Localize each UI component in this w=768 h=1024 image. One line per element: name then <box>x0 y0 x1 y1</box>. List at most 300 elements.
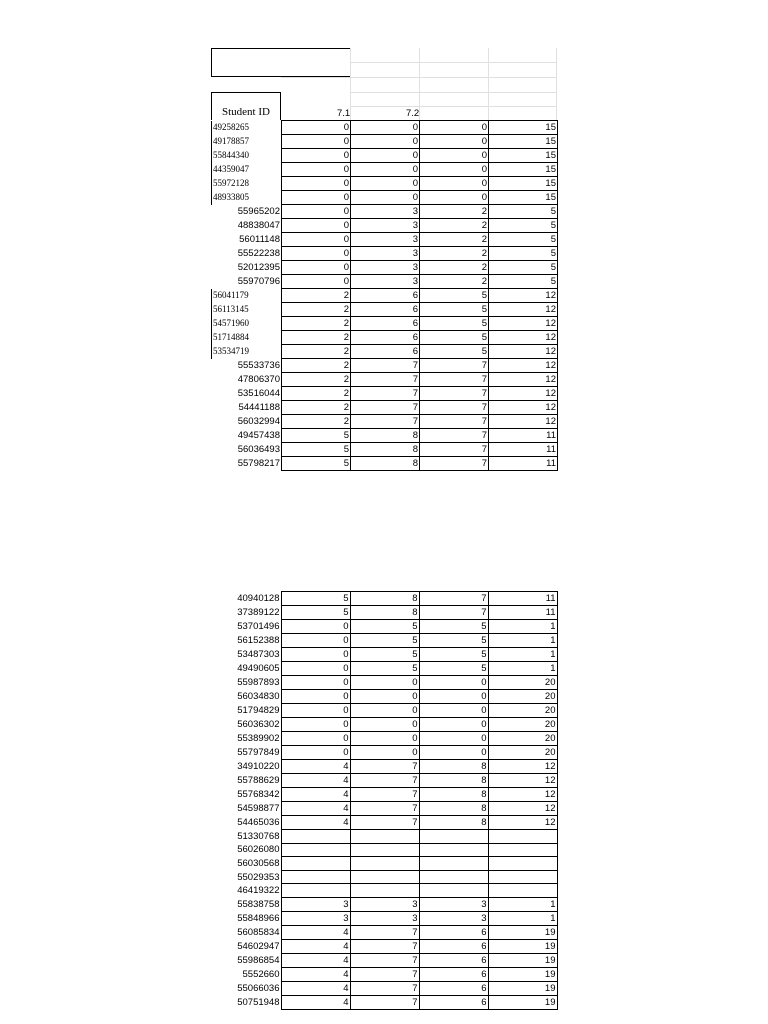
student-id-cell: 37389122 <box>211 606 281 620</box>
table-row <box>212 121 558 135</box>
score-cell <box>350 870 419 884</box>
gridline <box>350 62 557 63</box>
table-row <box>212 331 558 345</box>
score-cell: 1 <box>488 662 557 676</box>
table-row <box>211 592 557 606</box>
score-cell: 0 <box>420 121 489 135</box>
score-cell: 0 <box>419 704 488 718</box>
score-cell: 12 <box>488 760 557 774</box>
score-cell <box>350 843 419 857</box>
table-row <box>212 317 558 331</box>
score-cell: 8 <box>419 816 488 830</box>
score-cell: 7 <box>351 387 420 401</box>
score-cell <box>350 830 419 844</box>
table-row <box>211 620 557 634</box>
table-row <box>212 247 558 261</box>
score-cell: 3 <box>281 897 350 911</box>
student-id-cell: 55788629 <box>211 774 281 788</box>
score-cell: 6 <box>419 939 488 953</box>
student-id-header: Student ID <box>222 106 270 118</box>
score-cell: 5 <box>489 247 558 261</box>
table-row <box>212 289 558 303</box>
score-cell: 11 <box>488 606 557 620</box>
score-cell: 7 <box>350 939 419 953</box>
table-row <box>212 219 558 233</box>
table-row <box>212 359 558 373</box>
score-cell <box>488 843 557 857</box>
table-row <box>211 939 557 953</box>
score-cell: 8 <box>350 592 419 606</box>
table-row <box>212 149 558 163</box>
score-cell: 7 <box>351 373 420 387</box>
table-row <box>212 135 558 149</box>
score-cell: 20 <box>488 704 557 718</box>
table-row <box>212 373 558 387</box>
score-cell <box>488 884 557 898</box>
score-cell: 0 <box>281 620 350 634</box>
score-cell: 0 <box>282 149 351 163</box>
score-cell: 0 <box>282 261 351 275</box>
score-cell: 0 <box>282 205 351 219</box>
score-cell: 2 <box>282 317 351 331</box>
table-row <box>211 884 557 898</box>
score-cell: 1 <box>488 648 557 662</box>
student-id-cell: 5552660 <box>211 967 281 981</box>
score-cell <box>281 884 350 898</box>
gridline <box>281 77 350 78</box>
student-id-cell: 47806370 <box>212 373 282 387</box>
student-id-cell: 54571960 <box>212 317 282 331</box>
score-cell: 0 <box>420 135 489 149</box>
score-cell: 5 <box>350 648 419 662</box>
score-cell: 5 <box>489 275 558 289</box>
table-row <box>212 261 558 275</box>
score-cell: 8 <box>351 429 420 443</box>
score-cell: 5 <box>350 662 419 676</box>
score-cell <box>281 830 350 844</box>
score-cell: 4 <box>281 995 350 1009</box>
table-row <box>211 704 557 718</box>
score-cell: 0 <box>281 634 350 648</box>
score-cell: 7 <box>350 788 419 802</box>
table-row <box>211 953 557 967</box>
student-id-cell: 49258265 <box>212 121 282 135</box>
score-cell: 7 <box>420 457 489 471</box>
student-id-cell: 55986854 <box>211 953 281 967</box>
score-cell: 3 <box>350 911 419 925</box>
student-id-cell: 56152388 <box>211 634 281 648</box>
score-cell: 15 <box>489 177 558 191</box>
score-cell: 3 <box>350 897 419 911</box>
score-cell: 4 <box>281 939 350 953</box>
score-cell: 0 <box>281 676 350 690</box>
score-cell: 0 <box>282 275 351 289</box>
score-cell: 5 <box>420 303 489 317</box>
score-cell: 3 <box>419 897 488 911</box>
score-cell: 2 <box>282 345 351 359</box>
score-cell: 0 <box>419 676 488 690</box>
table-row <box>211 802 557 816</box>
student-id-cell: 56085834 <box>211 925 281 939</box>
score-cell: 7 <box>420 429 489 443</box>
table-row <box>212 401 558 415</box>
student-id-cell: 55987893 <box>211 676 281 690</box>
student-id-cell: 51714884 <box>212 331 282 345</box>
table-row <box>212 233 558 247</box>
score-cell: 0 <box>420 191 489 205</box>
score-cell: 4 <box>281 967 350 981</box>
score-cell: 7 <box>420 373 489 387</box>
table-row <box>212 415 558 429</box>
score-cell: 0 <box>281 648 350 662</box>
student-id-cell: 50751948 <box>211 995 281 1009</box>
score-cell: 0 <box>350 718 419 732</box>
score-cell: 1 <box>488 620 557 634</box>
score-cell: 12 <box>488 774 557 788</box>
score-cell: 5 <box>420 317 489 331</box>
score-cell: 2 <box>420 275 489 289</box>
score-cell: 19 <box>488 981 557 995</box>
student-id-cell: 53487303 <box>211 648 281 662</box>
table-row <box>211 732 557 746</box>
student-id-cell: 56113145 <box>212 303 282 317</box>
score-cell: 8 <box>350 606 419 620</box>
score-cell: 7 <box>420 443 489 457</box>
score-cell: 0 <box>282 233 351 247</box>
student-id-cell: 53534719 <box>212 345 282 359</box>
table-row <box>212 345 558 359</box>
score-cell: 5 <box>419 620 488 634</box>
student-id-cell: 34910220 <box>211 760 281 774</box>
score-cell: 0 <box>351 191 420 205</box>
score-cell: 0 <box>282 191 351 205</box>
score-cell: 2 <box>282 387 351 401</box>
score-cell: 6 <box>419 953 488 967</box>
table-row <box>211 843 557 857</box>
student-id-cell: 54602947 <box>211 939 281 953</box>
table-row <box>211 676 557 690</box>
score-cell: 15 <box>489 135 558 149</box>
student-id-cell: 56032994 <box>212 415 282 429</box>
score-cell: 6 <box>419 925 488 939</box>
score-cell: 20 <box>488 676 557 690</box>
score-cell: 0 <box>419 732 488 746</box>
score-cell: 6 <box>351 317 420 331</box>
table-row <box>211 816 557 830</box>
student-id-cell: 40940128 <box>211 592 281 606</box>
score-cell: 12 <box>489 373 558 387</box>
table-row <box>212 163 558 177</box>
score-cell: 0 <box>281 704 350 718</box>
student-id-cell: 49457438 <box>212 429 282 443</box>
score-cell: 5 <box>282 457 351 471</box>
score-cell: 12 <box>489 359 558 373</box>
student-id-cell: 51330768 <box>211 830 281 844</box>
score-cell: 0 <box>282 121 351 135</box>
score-cell: 5 <box>489 219 558 233</box>
score-cell: 20 <box>488 746 557 760</box>
table-row <box>212 275 558 289</box>
score-cell: 0 <box>281 732 350 746</box>
student-id-cell: 51794829 <box>211 704 281 718</box>
score-cell: 0 <box>420 177 489 191</box>
gridline <box>350 106 557 107</box>
score-cell: 3 <box>351 247 420 261</box>
student-id-cell: 54598877 <box>211 802 281 816</box>
table-row <box>211 925 557 939</box>
score-cell: 19 <box>488 925 557 939</box>
score-cell: 2 <box>282 331 351 345</box>
score-cell: 6 <box>419 981 488 995</box>
score-cell: 2 <box>282 303 351 317</box>
score-cell: 5 <box>420 345 489 359</box>
score-cell: 2 <box>282 373 351 387</box>
score-cell: 0 <box>350 732 419 746</box>
score-cell: 5 <box>282 429 351 443</box>
score-cell: 4 <box>281 981 350 995</box>
score-cell: 0 <box>282 177 351 191</box>
score-cell: 0 <box>351 163 420 177</box>
score-cell: 2 <box>420 247 489 261</box>
score-cell: 7 <box>350 995 419 1009</box>
student-id-cell: 55798217 <box>212 457 282 471</box>
score-cell: 12 <box>488 802 557 816</box>
score-cell: 6 <box>419 967 488 981</box>
score-cell <box>419 830 488 844</box>
score-cell: 7 <box>420 359 489 373</box>
score-cell: 12 <box>488 816 557 830</box>
score-cell: 4 <box>281 774 350 788</box>
score-cell: 7 <box>350 953 419 967</box>
score-cell: 6 <box>351 345 420 359</box>
student-id-cell: 55844340 <box>212 149 282 163</box>
student-id-cell: 55965202 <box>212 205 282 219</box>
score-cell: 3 <box>351 233 420 247</box>
student-id-cell: 56036302 <box>211 718 281 732</box>
score-cell: 20 <box>488 732 557 746</box>
table-row <box>211 830 557 844</box>
score-cell: 19 <box>488 953 557 967</box>
score-cell: 3 <box>419 911 488 925</box>
score-cell <box>419 843 488 857</box>
score-cell <box>419 857 488 871</box>
student-id-cell: 55970796 <box>212 275 282 289</box>
score-cell: 7 <box>350 981 419 995</box>
score-cell: 1 <box>488 897 557 911</box>
score-cell: 20 <box>488 690 557 704</box>
score-cell: 0 <box>350 690 419 704</box>
student-id-cell: 53516044 <box>212 387 282 401</box>
table-row <box>211 760 557 774</box>
score-cell: 8 <box>419 760 488 774</box>
score-cell: 8 <box>351 457 420 471</box>
score-cell: 19 <box>488 995 557 1009</box>
score-cell: 0 <box>282 219 351 233</box>
score-cell: 6 <box>351 331 420 345</box>
gridline <box>350 77 557 78</box>
score-cell: 15 <box>489 163 558 177</box>
score-cell: 15 <box>489 191 558 205</box>
gridline <box>488 48 489 120</box>
student-id-cell: 48838047 <box>212 219 282 233</box>
student-id-cell: 54441188 <box>212 401 282 415</box>
score-cell: 8 <box>351 443 420 457</box>
score-table-bottom <box>211 591 558 1010</box>
score-cell <box>281 857 350 871</box>
score-cell <box>350 884 419 898</box>
score-cell <box>488 870 557 884</box>
score-cell: 12 <box>489 303 558 317</box>
score-cell: 0 <box>420 149 489 163</box>
score-cell: 0 <box>351 121 420 135</box>
score-cell: 5 <box>419 634 488 648</box>
col-header-7-1: 7.1 <box>337 108 351 119</box>
score-cell: 6 <box>419 995 488 1009</box>
student-id-cell: 48933805 <box>212 191 282 205</box>
score-cell: 8 <box>419 802 488 816</box>
table-row <box>212 177 558 191</box>
student-id-cell: 55848966 <box>211 911 281 925</box>
table-row <box>211 857 557 871</box>
score-cell: 0 <box>281 718 350 732</box>
table-row <box>211 981 557 995</box>
table-row <box>211 746 557 760</box>
student-id-cell: 55066036 <box>211 981 281 995</box>
table-row <box>211 911 557 925</box>
student-id-cell: 53701496 <box>211 620 281 634</box>
score-cell: 7 <box>419 606 488 620</box>
score-cell: 0 <box>351 177 420 191</box>
score-cell: 0 <box>419 718 488 732</box>
student-id-cell: 56030568 <box>211 857 281 871</box>
score-cell: 0 <box>281 662 350 676</box>
student-id-cell: 55522238 <box>212 247 282 261</box>
score-cell: 0 <box>281 690 350 704</box>
student-id-cell: 56026080 <box>211 843 281 857</box>
score-cell: 8 <box>419 788 488 802</box>
score-cell: 0 <box>420 163 489 177</box>
score-cell <box>350 857 419 871</box>
table-row <box>212 205 558 219</box>
score-cell: 7 <box>419 592 488 606</box>
table-row <box>211 718 557 732</box>
student-id-cell: 49490605 <box>211 662 281 676</box>
score-cell: 2 <box>420 233 489 247</box>
score-cell: 3 <box>351 219 420 233</box>
title-cell <box>211 48 350 77</box>
score-cell <box>281 843 350 857</box>
score-cell: 15 <box>489 149 558 163</box>
score-table-top <box>211 120 558 471</box>
student-id-cell: 56041179 <box>212 289 282 303</box>
score-cell: 12 <box>489 331 558 345</box>
score-cell: 7 <box>350 925 419 939</box>
score-cell: 5 <box>350 634 419 648</box>
gridline <box>556 48 557 120</box>
table-row <box>211 606 557 620</box>
score-cell: 2 <box>420 205 489 219</box>
score-cell: 3 <box>351 205 420 219</box>
score-cell: 7 <box>350 802 419 816</box>
student-id-cell: 52012395 <box>212 261 282 275</box>
score-cell: 8 <box>419 774 488 788</box>
score-cell: 4 <box>281 788 350 802</box>
score-cell: 4 <box>281 925 350 939</box>
score-cell: 0 <box>419 746 488 760</box>
table-row <box>211 774 557 788</box>
score-cell: 0 <box>282 135 351 149</box>
score-cell: 6 <box>351 289 420 303</box>
score-cell <box>488 830 557 844</box>
score-cell: 11 <box>489 457 558 471</box>
table-row <box>211 967 557 981</box>
score-cell: 2 <box>282 415 351 429</box>
score-cell: 15 <box>489 121 558 135</box>
score-cell: 1 <box>488 634 557 648</box>
score-cell: 4 <box>281 802 350 816</box>
score-cell: 7 <box>350 967 419 981</box>
score-cell: 5 <box>350 620 419 634</box>
score-cell: 5 <box>420 289 489 303</box>
score-cell: 2 <box>282 289 351 303</box>
score-cell: 12 <box>489 401 558 415</box>
score-cell: 3 <box>351 261 420 275</box>
score-cell: 7 <box>350 760 419 774</box>
score-cell: 12 <box>489 415 558 429</box>
score-cell <box>419 870 488 884</box>
gridline <box>350 92 557 93</box>
score-cell: 0 <box>351 149 420 163</box>
col-header-7-2: 7.2 <box>406 108 420 119</box>
score-cell: 0 <box>281 746 350 760</box>
score-cell: 5 <box>281 592 350 606</box>
student-id-cell: 55972128 <box>212 177 282 191</box>
score-cell: 5 <box>419 662 488 676</box>
table-row <box>212 191 558 205</box>
score-cell: 20 <box>488 718 557 732</box>
table-row <box>211 788 557 802</box>
score-cell: 1 <box>488 911 557 925</box>
score-cell: 0 <box>282 247 351 261</box>
score-cell: 7 <box>351 359 420 373</box>
table-row <box>212 303 558 317</box>
score-cell: 7 <box>350 816 419 830</box>
score-cell: 7 <box>351 415 420 429</box>
score-cell: 7 <box>350 774 419 788</box>
student-id-cell: 55768342 <box>211 788 281 802</box>
student-id-cell: 56036493 <box>212 443 282 457</box>
score-cell: 5 <box>420 331 489 345</box>
score-cell: 7 <box>420 387 489 401</box>
table-row <box>212 443 558 457</box>
score-cell: 12 <box>489 387 558 401</box>
table-row <box>211 995 557 1009</box>
student-id-cell: 49178857 <box>212 135 282 149</box>
student-id-cell: 44359047 <box>212 163 282 177</box>
table-row <box>211 870 557 884</box>
score-cell: 4 <box>281 760 350 774</box>
table-row <box>211 897 557 911</box>
score-cell: 5 <box>281 606 350 620</box>
score-cell: 2 <box>420 261 489 275</box>
table-row <box>212 429 558 443</box>
student-id-cell: 56011148 <box>212 233 282 247</box>
score-cell: 7 <box>420 401 489 415</box>
score-cell: 7 <box>420 415 489 429</box>
table-row <box>212 457 558 471</box>
student-id-cell: 55838758 <box>211 897 281 911</box>
score-cell <box>419 884 488 898</box>
